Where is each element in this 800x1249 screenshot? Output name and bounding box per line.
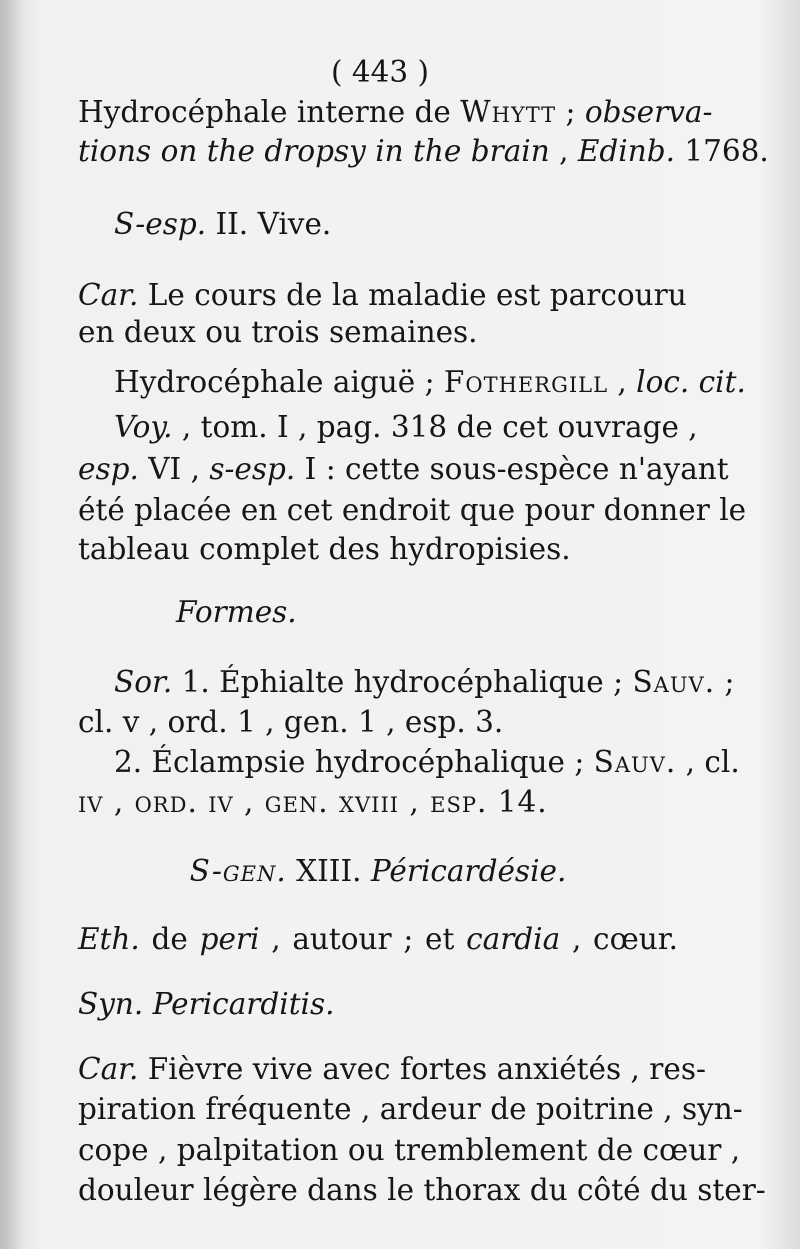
s-esp-label: S-esp.	[114, 207, 207, 241]
line-6-sep: ,	[608, 365, 637, 399]
word-peri: peri	[199, 922, 260, 956]
text-line-13	[78, 705, 678, 739]
line-2-sep: ,	[549, 134, 578, 168]
car-label: Car.	[78, 278, 139, 312]
word-cardia: cardia	[466, 922, 561, 956]
text-line-5	[78, 315, 678, 349]
text-line-19	[78, 1052, 706, 1086]
text-line-21	[78, 1133, 741, 1167]
text-line-9	[78, 493, 747, 527]
author-whytt: Whytt	[460, 95, 557, 129]
line-4-text: Le cours de la maladie est parcouru	[138, 278, 687, 312]
genus-heading	[78, 854, 678, 888]
text-line-15	[78, 785, 678, 819]
line-17-b: , autour ; et	[259, 922, 467, 956]
text-line-17	[78, 922, 678, 956]
line-21-text: cope , palpitation ou tremblement de cœur ,	[78, 1133, 741, 1167]
work-title: tions on the dropsy in the brain	[78, 134, 550, 168]
sor-label: Sor.	[114, 665, 173, 699]
text-line-12	[78, 665, 735, 699]
line-9-text: été placée en cet endroit que pour donner le	[78, 493, 747, 527]
page-gutter-shadow	[0, 0, 22, 1249]
s-gen-label: S-gen.	[189, 854, 287, 888]
line-1-italic: observa-	[584, 95, 713, 129]
line-14-end: , cl.	[676, 745, 740, 779]
line-13-text: cl. v , ord. 1 , gen. 1 , esp. 3.	[78, 705, 504, 739]
text-line-7	[78, 410, 698, 444]
line-12-text: 1. Éphialte hydrocéphalique ;	[172, 665, 633, 699]
text-line-2	[78, 134, 769, 168]
line-17-c: , cœur.	[560, 922, 678, 956]
loc-cit: loc. cit.	[636, 365, 746, 399]
line-17-a: de	[139, 922, 200, 956]
formes-label: Formes.	[176, 595, 297, 629]
formes-heading	[78, 595, 678, 629]
place-edinb: Edinb.	[577, 134, 675, 168]
line-12-end: ;	[715, 665, 735, 699]
subspecies-heading	[78, 207, 678, 241]
car-label-2: Car.	[78, 1052, 139, 1086]
text-line-8	[78, 452, 729, 486]
synonym-pericarditis: Pericarditis.	[152, 987, 335, 1021]
author-sauv-2: Sauv.	[593, 745, 677, 779]
line-20-text: piration fréquente , ardeur de poitrine , syn-	[78, 1092, 743, 1126]
text-line-22	[78, 1173, 766, 1207]
line-5-text: en deux ou trois semaines.	[78, 315, 478, 349]
line-1-sep: ;	[556, 95, 585, 129]
line-8-text-b: I : cette sous-espèce n'ayant	[295, 452, 729, 486]
genus-name: Péricardésie.	[370, 854, 567, 888]
line-6-text: Hydrocéphale aiguë ;	[114, 365, 444, 399]
line-8-text-a: VI ,	[138, 452, 210, 486]
genus-number: XIII.	[286, 854, 371, 888]
line-22-text: douleur légère dans le thorax du côté du ster-	[78, 1173, 766, 1207]
text-line-18	[78, 987, 678, 1021]
esp-label: esp.	[78, 452, 139, 486]
text-line-10	[78, 532, 678, 566]
year: 1768.	[674, 134, 769, 168]
text-line-14	[78, 745, 740, 779]
voy-label: Voy.	[114, 410, 173, 444]
author-sauv-1: Sauv.	[632, 665, 716, 699]
line-7-text: , tom. I , pag. 318 de cet ouvrage ,	[172, 410, 698, 444]
line-19-text: Fièvre vive avec fortes anxiétés , res-	[138, 1052, 706, 1086]
syn-label: Syn.	[78, 987, 144, 1021]
eth-label: Eth.	[78, 922, 140, 956]
text-line-6	[78, 365, 746, 399]
line-10-text: tableau complet des hydropisies.	[78, 532, 571, 566]
text-line-20	[78, 1092, 743, 1126]
line-14-text: 2. Éclampsie hydrocéphalique ;	[114, 745, 594, 779]
page-number: ( 443 )	[330, 55, 430, 89]
line-18-space	[143, 987, 152, 1021]
subspecies-name: II. Vive.	[206, 207, 332, 241]
line-15-text: iv , ord. iv , gen. xviii , esp. 14.	[78, 785, 548, 819]
text-line-4	[78, 278, 687, 312]
author-fothergill: Fothergill	[443, 365, 609, 399]
text-line-1	[78, 95, 713, 129]
line-1-text: Hydrocéphale interne de	[78, 95, 461, 129]
s-esp-label-2: s-esp.	[209, 452, 296, 486]
